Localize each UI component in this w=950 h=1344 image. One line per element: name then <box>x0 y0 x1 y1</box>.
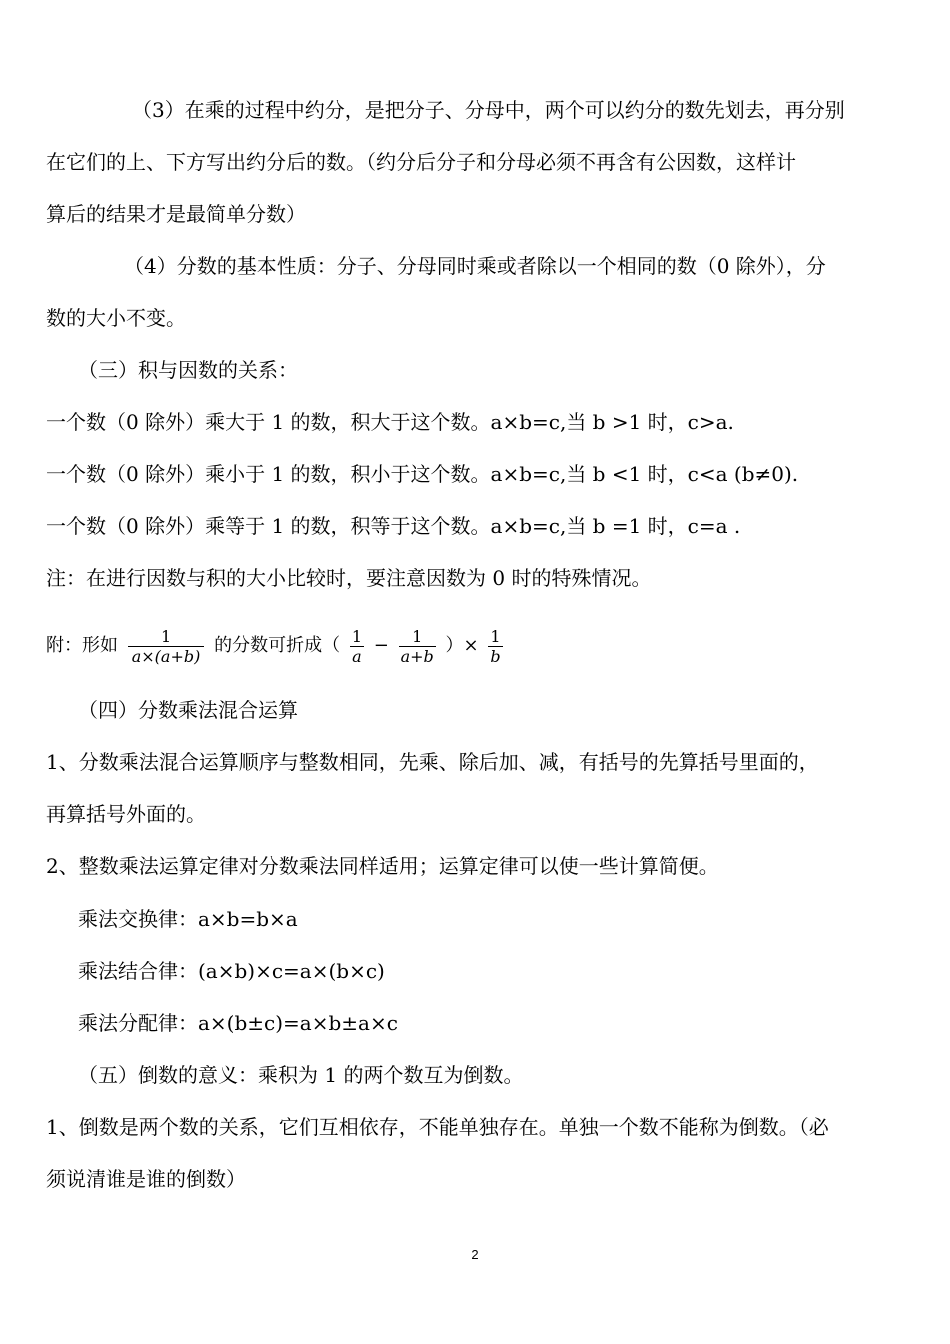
fraction-numerator: 1 <box>412 626 423 646</box>
section-heading: （五）倒数的意义：乘积为 1 的两个数互为倒数。 <box>78 1063 524 1087</box>
note-close: ）× <box>445 635 479 656</box>
note-prefix: 附：形如 <box>46 635 118 656</box>
fraction-general <box>128 627 205 666</box>
paragraph-line: 数的大小不变。 <box>46 306 186 330</box>
paragraph-line: （4）分数的基本性质：分子、分母同时乘或者除以一个相同的数（0 除外），分 <box>124 254 826 278</box>
fraction-one-over-b <box>488 627 502 666</box>
fraction-numerator: 1 <box>160 626 172 646</box>
rule-line: 一个数（0 除外）乘大于 1 的数，积大于这个数。a×b=c,当 b >1 时，c>a. <box>46 410 734 434</box>
fraction-denominator: a×(a+b) <box>131 646 201 666</box>
rule-line: 一个数（0 除外）乘小于 1 的数，积小于这个数。a×b=c,当 b <1 时，c<a (b≠0). <box>46 462 799 486</box>
fraction-numerator: 1 <box>490 626 501 646</box>
fraction-numerator: 1 <box>351 626 363 646</box>
law-line: 乘法交换律：a×b=b×a <box>78 907 298 931</box>
rule-line: 一个数（0 除外）乘等于 1 的数，积等于这个数。a×b=c,当 b =1 时，c=a . <box>46 514 741 538</box>
fraction-one-over-a <box>350 627 364 666</box>
paragraph-line: 在它们的上、下方写出约分后的数。（约分后分子和分母必须不再含有公因数，这样计 <box>46 150 796 174</box>
paragraph-line: 1、倒数是两个数的关系，它们互相依存，不能单独存在。单独一个数不能称为倒数。（必 <box>46 1115 829 1139</box>
fraction-denominator: b <box>490 646 501 666</box>
fraction-one-over-a-plus-b <box>399 627 436 666</box>
page-number: 2 <box>471 1247 479 1262</box>
paragraph-line: （3）在乘的过程中约分，是把分子、分母中，两个可以约分的数先划去，再分别 <box>132 98 845 122</box>
law-line: 乘法结合律：(a×b)×c=a×(b×c) <box>78 959 385 983</box>
paragraph-line: 2、整数乘法运算定律对分数乘法同样适用；运算定律可以使一些计算简便。 <box>46 854 719 878</box>
law-line: 乘法分配律：a×(b±c)=a×b±a×c <box>78 1011 398 1035</box>
paragraph-line: 算后的结果才是最简单分数） <box>46 202 306 226</box>
section-heading: （三）积与因数的关系： <box>78 358 298 382</box>
note-middle: 的分数可折成（ <box>214 635 341 656</box>
fraction-denominator: a <box>352 646 362 666</box>
note-line: 注：在进行因数与积的大小比较时，要注意因数为 0 时的特殊情况。 <box>46 566 652 590</box>
fraction-denominator: a+b <box>400 646 434 666</box>
paragraph-line: 1、分数乘法混合运算顺序与整数相同，先乘、除后加、减，有括号的先算括号里面的， <box>46 750 819 774</box>
minus-sign: − <box>373 635 389 656</box>
paragraph-line: 须说清谁是谁的倒数） <box>46 1167 246 1191</box>
paragraph-line: 再算括号外面的。 <box>46 802 206 826</box>
fraction-split-note <box>46 624 910 668</box>
section-heading: （四）分数乘法混合运算 <box>78 698 298 722</box>
